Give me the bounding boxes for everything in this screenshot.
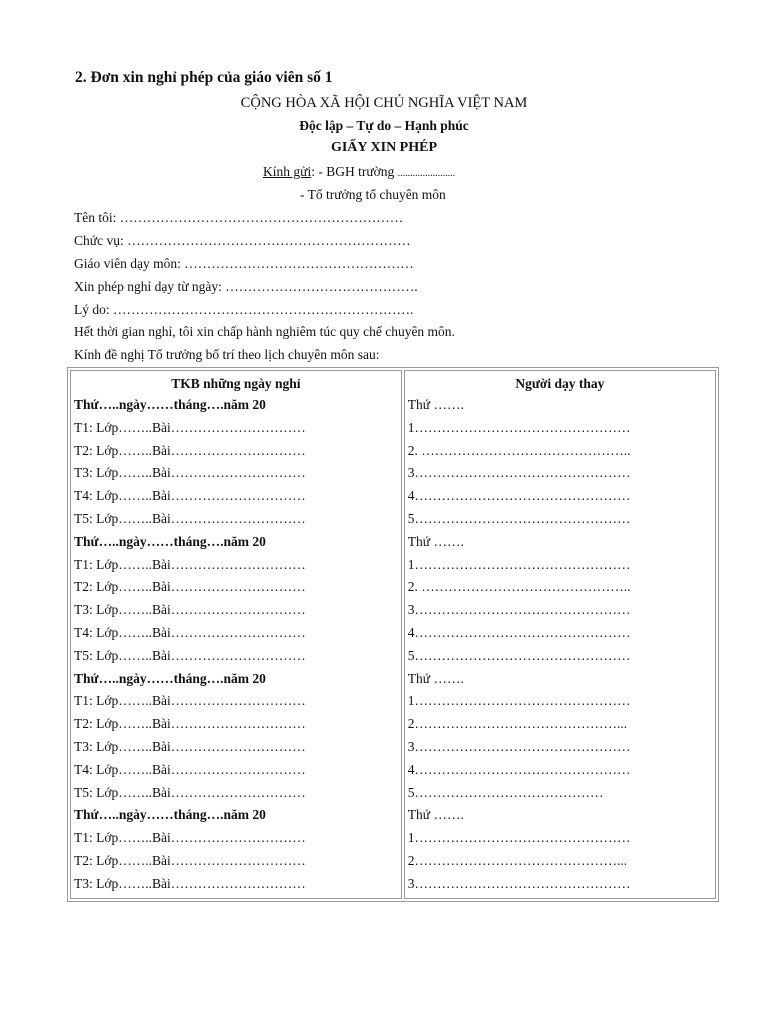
substitute-row: 2. ……………………………………….. xyxy=(407,579,631,595)
period-row: T4: Lớp……..Bài………………………… xyxy=(74,624,306,640)
substitute-row: 4………………………………………… xyxy=(407,624,631,640)
request-text: Kính đề nghị Tổ trưởng bố trí theo lịch chuyên môn sau: xyxy=(74,347,380,362)
day-row: Thứ…..ngày……tháng….năm 20 xyxy=(74,397,266,412)
period-row: T3: Lớp……..Bài………………………… xyxy=(74,602,306,618)
period-row: T4: Lớp……..Bài………………………… xyxy=(74,488,306,504)
substitute-row: 2. ……………………………………….. xyxy=(407,442,631,458)
day-row: Thứ…..ngày……tháng….năm 20 xyxy=(74,670,266,686)
left-column xyxy=(70,370,402,899)
field-reason: Lý do: …………………………………………………………. xyxy=(74,302,414,317)
recipient-dots: ....................... xyxy=(397,168,456,179)
substitute-row: 1………………………………………… xyxy=(407,693,631,709)
substitute-row: 5………………………………………… xyxy=(407,647,631,663)
recipient-line-2: - Tổ trưởng tổ chuyên môn xyxy=(300,187,446,202)
document-title: GIẤY XIN PHÉP xyxy=(330,140,438,155)
field-position: Chức vụ: ……………………………………………………… xyxy=(74,233,411,248)
period-row: T1: Lớp……..Bài………………………… xyxy=(74,419,306,435)
substitute-row: 1………………………………………… xyxy=(407,556,631,572)
period-row: T2: Lớp……..Bài………………………… xyxy=(74,579,306,595)
period-row: T5: Lớp……..Bài………………………… xyxy=(74,784,306,800)
period-row: T3: Lớp……..Bài………………………… xyxy=(74,875,306,891)
substitute-row: Thứ ……. xyxy=(407,807,464,823)
substitute-row: 3………………………………………… xyxy=(407,875,631,891)
right-column xyxy=(404,370,716,899)
section-heading: 2. Đơn xin nghỉ phép của giáo viên số 1 xyxy=(75,69,333,86)
substitute-row: 4………………………………………… xyxy=(407,488,631,504)
national-title: CỘNG HÒA XÃ HỘI CHỦ NGHĨA VIỆT NAM xyxy=(240,95,528,111)
period-row: T4: Lớp……..Bài………………………… xyxy=(74,761,306,777)
period-row: T1: Lớp……..Bài………………………… xyxy=(74,556,306,572)
substitute-row: 3………………………………………… xyxy=(407,738,631,754)
period-row: T2: Lớp……..Bài………………………… xyxy=(74,716,306,732)
day-row: Thứ…..ngày……tháng….năm 20 xyxy=(74,807,266,823)
substitute-row: 3………………………………………… xyxy=(407,465,631,481)
substitute-row: 2………………………………………... xyxy=(407,716,628,732)
substitute-row: Thứ ……. xyxy=(407,670,464,686)
substitute-row: 2………………………………………... xyxy=(407,852,628,868)
substitute-row: Thứ ……. xyxy=(407,397,464,412)
substitute-row: 1………………………………………… xyxy=(407,830,631,846)
period-row: T2: Lớp……..Bài………………………… xyxy=(74,852,306,868)
substitute-row: 3………………………………………… xyxy=(407,602,631,618)
period-row: T5: Lớp……..Bài………………………… xyxy=(74,647,306,663)
substitute-row: 1………………………………………… xyxy=(407,419,631,435)
field-name: Tên tôi: ……………………………………………………… xyxy=(74,210,404,225)
period-row: T2: Lớp……..Bài………………………… xyxy=(74,442,306,458)
left-rows xyxy=(74,394,398,896)
recipient-bgh: : - BGH trường xyxy=(311,164,398,179)
field-subject: Giáo viên dạy môn: …………………………………………… xyxy=(74,256,414,271)
commitment-text: Hết thời gian nghỉ, tôi xin chấp hành nghiêm túc quy chế chuyên môn. xyxy=(74,324,455,339)
header-right: Người dạy thay xyxy=(515,376,605,391)
recipient-label: Kính gửi xyxy=(263,164,312,179)
recipient-line-1 xyxy=(263,164,455,180)
period-row: T1: Lớp……..Bài………………………… xyxy=(74,693,306,709)
substitute-row: Thứ ……. xyxy=(407,533,464,549)
substitute-row: 4………………………………………… xyxy=(407,761,631,777)
period-row: T1: Lớp……..Bài………………………… xyxy=(74,830,306,846)
period-row: T5: Lớp……..Bài………………………… xyxy=(74,510,306,526)
period-row: T3: Lớp……..Bài………………………… xyxy=(74,465,306,481)
schedule-table xyxy=(67,367,719,902)
motto: Độc lập – Tự do – Hạnh phúc xyxy=(299,118,469,133)
substitute-row: 5………………………………………… xyxy=(407,510,631,526)
right-rows xyxy=(408,394,712,896)
field-leave-date: Xin phép nghỉ dạy từ ngày: ……………………………………. xyxy=(74,279,418,294)
day-row: Thứ…..ngày……tháng….năm 20 xyxy=(74,533,266,549)
substitute-row: 5…………………………………… xyxy=(407,784,604,800)
header-left: TKB những ngày nghỉ xyxy=(171,376,301,391)
period-row: T3: Lớp……..Bài………………………… xyxy=(74,738,306,754)
